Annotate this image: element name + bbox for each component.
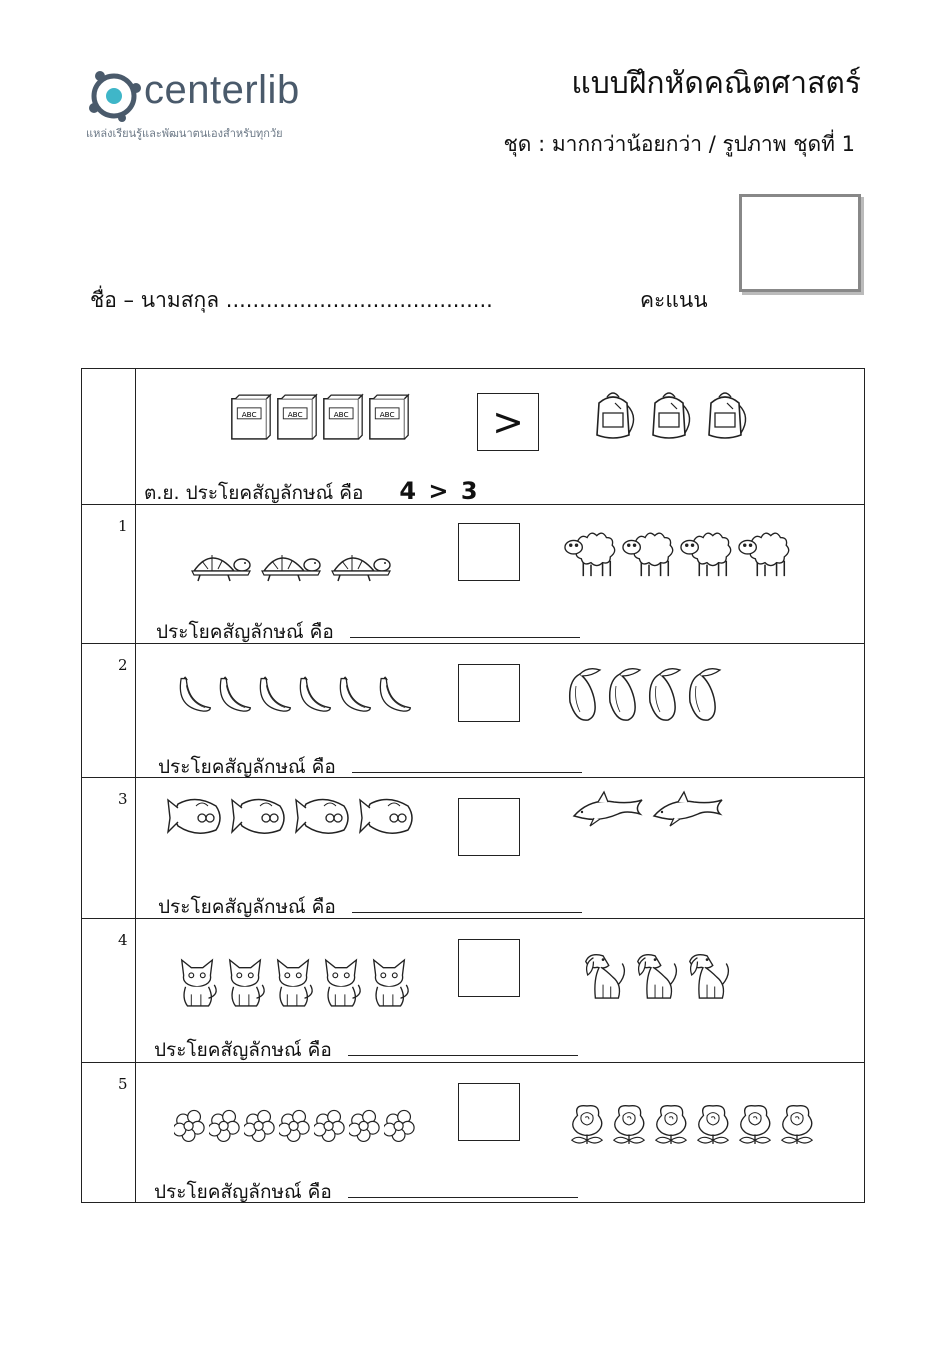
example-number-cell	[82, 369, 136, 505]
sentence-line	[154, 1177, 578, 1207]
backpack-icon	[644, 389, 696, 443]
sentence-line	[156, 617, 580, 647]
name-field[interactable]: ชื่อ – นามสกุล ........................................	[90, 288, 493, 312]
sentence-label: ประโยคสัญลักษณ์ คือ	[158, 756, 336, 778]
fish-icon	[230, 796, 290, 838]
flower-icon	[279, 1107, 310, 1143]
sheep-icon	[738, 527, 792, 579]
page-title: แบบฝึกหัดคณิตศาสตร์	[571, 66, 861, 101]
question-number: 1	[118, 517, 128, 535]
sheep-icon	[564, 527, 618, 579]
banana-icon	[296, 670, 332, 718]
answer-blank[interactable]	[350, 623, 580, 638]
rose-icon	[652, 1101, 690, 1147]
logo-molecule-icon	[84, 66, 144, 126]
mango-icon	[566, 666, 602, 722]
sentence-line	[158, 892, 582, 922]
book-icon	[322, 391, 364, 443]
logo-tagline: แหล่งเรียนรู้และพัฒนาตนเองสำหรับทุกวัย	[86, 127, 283, 140]
flower-icon	[314, 1107, 345, 1143]
turtle-icon	[188, 541, 254, 583]
book-icon	[368, 391, 410, 443]
cat-icon	[272, 955, 316, 1009]
answer-symbol-box[interactable]	[458, 1083, 520, 1141]
banana-icon	[176, 670, 212, 718]
flower-icon	[209, 1107, 240, 1143]
rose-icon	[694, 1101, 732, 1147]
turtle-icon	[258, 541, 324, 583]
dolphin-icon	[650, 788, 726, 828]
question-row	[82, 919, 865, 1063]
mango-icon	[686, 666, 722, 722]
sentence-label: ประโยคสัญลักษณ์ คือ	[154, 1181, 332, 1203]
question-left-pictures	[174, 1107, 415, 1143]
sentence-label: ประโยคสัญลักษณ์ คือ	[154, 1039, 332, 1061]
question-right-pictures	[568, 1101, 816, 1147]
example-sentence-label: ต.ย. ประโยคสัญลักษณ์ คือ	[144, 482, 364, 504]
cat-icon	[176, 955, 220, 1009]
question-left-pictures	[188, 541, 394, 583]
backpack-icon	[700, 389, 752, 443]
flower-icon	[174, 1107, 205, 1143]
question-right-pictures	[580, 949, 732, 1001]
example-symbol: >	[492, 400, 524, 444]
sentence-label: ประโยคสัญลักษณ์ คือ	[156, 621, 334, 643]
answer-blank[interactable]	[348, 1183, 578, 1198]
question-row	[82, 644, 865, 778]
example-left-pictures	[230, 391, 410, 443]
exercise-table	[81, 368, 865, 1203]
book-icon	[230, 391, 272, 443]
question-left-pictures	[176, 955, 412, 1009]
question-row	[82, 505, 865, 644]
answer-symbol-box[interactable]	[458, 523, 520, 581]
flower-icon	[244, 1107, 275, 1143]
question-right-pictures	[564, 527, 792, 579]
dog-icon	[684, 949, 732, 1001]
banana-icon	[216, 670, 252, 718]
score-box[interactable]	[739, 194, 861, 292]
banana-icon	[376, 670, 412, 718]
question-number: 4	[118, 931, 128, 949]
rose-icon	[736, 1101, 774, 1147]
example-answer: 4 > 3	[399, 477, 480, 505]
question-left-pictures	[176, 670, 412, 718]
question-right-pictures	[570, 788, 726, 828]
answer-symbol-box[interactable]	[458, 664, 520, 722]
site-logo	[84, 66, 354, 146]
example-row	[136, 369, 865, 505]
turtle-icon	[328, 541, 394, 583]
answer-symbol-box[interactable]	[458, 939, 520, 997]
mango-icon	[646, 666, 682, 722]
fish-icon	[358, 796, 418, 838]
answer-blank[interactable]	[352, 758, 582, 773]
cat-icon	[224, 955, 268, 1009]
book-icon	[276, 391, 318, 443]
flower-icon	[384, 1107, 415, 1143]
question-right-pictures	[566, 666, 722, 722]
question-number: 2	[118, 656, 128, 674]
sheep-icon	[622, 527, 676, 579]
logo-wordmark: centerlib	[144, 68, 300, 112]
answer-blank[interactable]	[352, 898, 582, 913]
answer-blank[interactable]	[348, 1041, 578, 1056]
rose-icon	[778, 1101, 816, 1147]
sentence-label: ประโยคสัญลักษณ์ คือ	[158, 896, 336, 918]
question-left-pictures	[166, 796, 418, 838]
rose-icon	[610, 1101, 648, 1147]
mango-icon	[606, 666, 642, 722]
example-right-pictures	[588, 389, 752, 443]
sheep-icon	[680, 527, 734, 579]
cat-icon	[320, 955, 364, 1009]
question-row	[82, 1063, 865, 1203]
dolphin-icon	[570, 788, 646, 828]
flower-icon	[349, 1107, 380, 1143]
fish-icon	[294, 796, 354, 838]
cat-icon	[368, 955, 412, 1009]
fish-icon	[166, 796, 226, 838]
example-sentence	[144, 477, 480, 508]
dog-icon	[632, 949, 680, 1001]
example-symbol-box	[477, 393, 539, 451]
question-row	[82, 778, 865, 919]
rose-icon	[568, 1101, 606, 1147]
score-label: คะแนน	[640, 288, 708, 312]
question-number: 3	[118, 790, 128, 808]
banana-icon	[336, 670, 372, 718]
sentence-line	[154, 1035, 578, 1065]
dog-icon	[580, 949, 628, 1001]
answer-symbol-box[interactable]	[458, 798, 520, 856]
question-number: 5	[118, 1075, 128, 1093]
banana-icon	[256, 670, 292, 718]
page-subtitle: ชุด : มากกว่าน้อยกว่า / รูปภาพ ชุดที่ 1	[503, 132, 855, 156]
backpack-icon	[588, 389, 640, 443]
